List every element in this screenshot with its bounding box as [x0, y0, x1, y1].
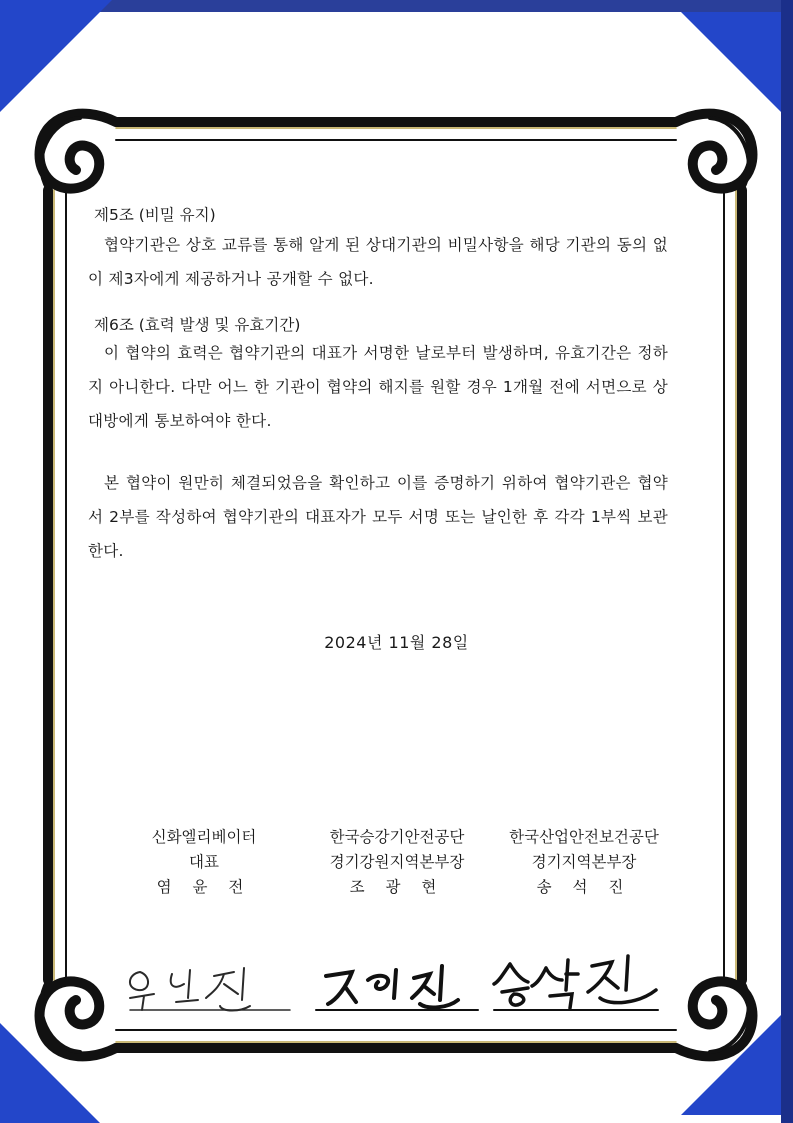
article-6-heading: 제6조 (효력 발생 및 유효기간): [94, 316, 301, 334]
signatory-3-name: 송 석 진: [536, 878, 632, 896]
signatory-3: [484, 825, 684, 900]
signatory-1-org: 신화엘리베이터: [151, 828, 257, 846]
agreement-date: 2024년 11월 28일: [324, 633, 469, 652]
article-5-body: 협약기관은 상호 교류를 통해 알게 된 상대기관의 비밀사항을 해당 기관의 동의 없이 제3자에게 제공하거나 공개할 수 없다.: [88, 236, 668, 288]
signatory-2-name: 조 광 현: [349, 878, 445, 896]
signature-1-handwritten: [110, 958, 310, 1018]
article-6-body: 이 협약의 효력은 협약기관의 대표가 서명한 날로부터 발생하며, 유효기간은 정하지 아니한다. 다만 어느 한 기관이 협약의 해지를 원할 경우 1개월 전에 서면으로 상대방에게 통보하여야 한다.: [88, 344, 668, 430]
article-5-heading: 제5조 (비밀 유지): [94, 206, 216, 224]
signatory-3-org: 한국산업안전보건공단: [509, 828, 659, 846]
signatory-1-name: 염 윤 전: [156, 878, 252, 896]
signatory-3-title: 경기지역본부장: [531, 853, 637, 871]
signature-2-handwritten: [312, 958, 482, 1018]
signatory-2-title: 경기강원지역본부장: [329, 853, 465, 871]
closing-paragraph: 본 협약이 원만히 체결되었음을 확인하고 이를 증명하기 위하여 협약기관은 협약서 2부를 작성하여 협약기관의 대표자가 모두 서명 또는 날인한 후 각각 1부씩 보관한다.: [88, 474, 668, 560]
signature-3-handwritten: [488, 950, 668, 1016]
signatory-2-org: 한국승강기안전공단: [329, 828, 465, 846]
signatory-1: [104, 825, 304, 900]
signatory-2: [297, 825, 497, 900]
signatory-1-title: 대표: [189, 853, 219, 871]
